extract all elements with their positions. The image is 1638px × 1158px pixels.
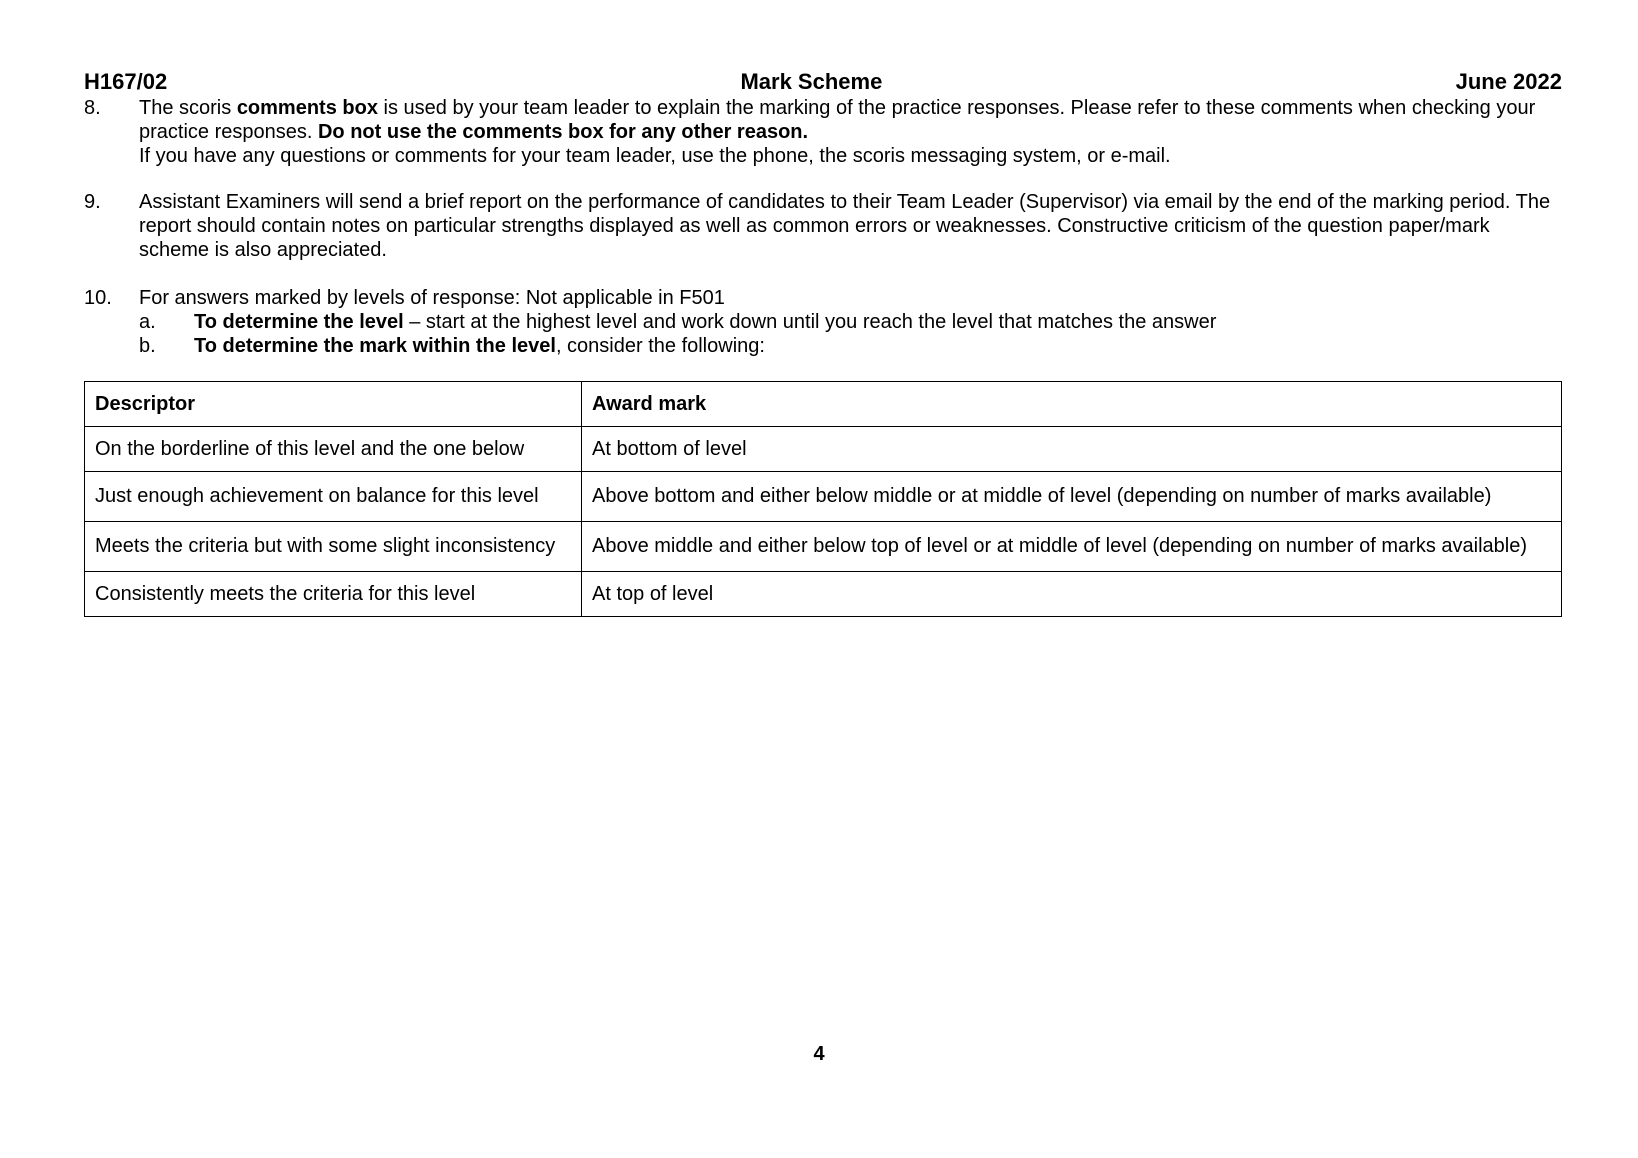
- item-number: 8.: [84, 97, 101, 119]
- sub-item-a: [139, 310, 1562, 334]
- sub-item-letter: b.: [139, 335, 156, 357]
- award-mark-cell: At bottom of level: [582, 427, 1562, 472]
- page-number: 4: [813, 1043, 825, 1065]
- bold-text: To determine the mark within the level: [194, 335, 556, 357]
- table-header-row: [85, 382, 1562, 427]
- page-header: [84, 68, 1562, 96]
- levels-table: [84, 381, 1562, 617]
- sub-item-body: [194, 310, 1216, 334]
- document-page: [84, 68, 1562, 617]
- item-body: Assistant Examiners will send a brief report on the performance of candidates to their Team Leader (Supervisor) via email by the end of the marking period. The report should contain notes on particular strengths displayed as well as common errors or weaknesses. Constructive criticism of the question paper/mark scheme is also appreciated.: [139, 191, 1551, 261]
- instruction-item-9: [84, 190, 1562, 262]
- text-run: The scoris: [139, 97, 237, 119]
- award-mark-cell: Above bottom and either below middle or at middle of level (depending on number of marks available): [582, 472, 1562, 522]
- document-title: Mark Scheme: [740, 69, 883, 94]
- paper-code: H167/02: [84, 69, 168, 94]
- item-number: 9.: [84, 191, 101, 213]
- item-number: 10.: [84, 287, 112, 309]
- column-header-descriptor: Descriptor: [85, 382, 582, 427]
- award-mark-cell: At top of level: [582, 572, 1562, 617]
- table-row: [85, 472, 1562, 522]
- table-row: [85, 572, 1562, 617]
- instruction-item-10: [84, 286, 1562, 310]
- bold-text: To determine the level: [194, 311, 404, 333]
- item-body: [139, 96, 1562, 168]
- column-header-award-mark: Award mark: [582, 382, 1562, 427]
- award-mark-cell: Above middle and either below top of level or at middle of level (depending on number of marks available): [582, 522, 1562, 572]
- table-row: [85, 522, 1562, 572]
- descriptor-cell: Just enough achievement on balance for this level: [85, 472, 582, 522]
- descriptor-cell: Consistently meets the criteria for this level: [85, 572, 582, 617]
- sub-item-letter: a.: [139, 311, 156, 333]
- sub-item-b: [139, 334, 1562, 358]
- item-body: For answers marked by levels of response: Not applicable in F501: [139, 287, 725, 309]
- text-run: – start at the highest level and work down until you reach the level that matches the answer: [403, 311, 1217, 333]
- item-paragraph: If you have any questions or comments for your team leader, use the phone, the scoris messaging system, or e-mail.: [139, 145, 1171, 167]
- bold-text: Do not use the comments box for any other reason.: [317, 121, 809, 143]
- text-run: , consider the following:: [555, 335, 765, 357]
- instruction-item-8: [84, 96, 1562, 168]
- item-paragraph: [139, 96, 1562, 144]
- bold-text: comments box: [236, 97, 378, 119]
- sub-item-body: [194, 334, 765, 358]
- table-row: [85, 427, 1562, 472]
- descriptor-cell: Meets the criteria but with some slight inconsistency: [85, 522, 582, 572]
- exam-date: June 2022: [1455, 69, 1562, 94]
- text-run: is used by your team leader to explain the marking of the practice responses. Please refer to these comments when checking your practice responses.: [139, 97, 1536, 143]
- descriptor-cell: On the borderline of this level and the one below: [85, 427, 582, 472]
